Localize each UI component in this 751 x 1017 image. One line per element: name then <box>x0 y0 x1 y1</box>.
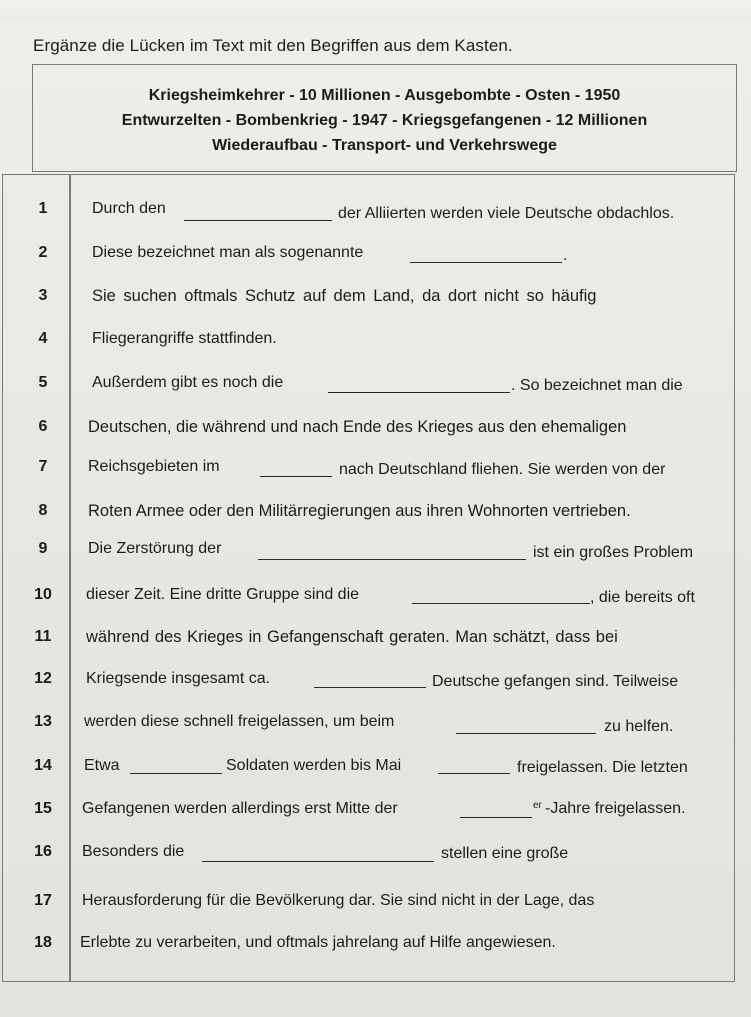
line-text: Etwa <box>84 757 120 774</box>
line-number: 12 <box>34 670 52 687</box>
gap-blank[interactable] <box>130 773 222 774</box>
line-text: stellen eine große <box>441 845 569 862</box>
line-number: 8 <box>38 502 48 519</box>
line-number: 2 <box>38 244 48 261</box>
text-line <box>0 200 740 234</box>
word-box-line-1: Kriegsheimkehrer - 10 Millionen - Ausgebombte - Osten - 1950 <box>148 87 621 104</box>
top-edge <box>0 0 751 20</box>
text-line <box>0 374 740 408</box>
text-line <box>0 586 740 620</box>
line-text: -Jahre freigelassen. <box>545 800 686 817</box>
word-box-line-2: Entwurzelten - Bombenkrieg - 1947 - Kriegsgefangenen - 12 Millionen <box>121 112 648 129</box>
superscript-er: er <box>533 800 542 811</box>
gap-blank[interactable] <box>184 220 332 221</box>
text-line <box>0 757 740 791</box>
line-text: , die bereits oft <box>590 589 695 606</box>
line-text: Die Zerstörung der <box>88 540 222 557</box>
line-text: der Alliierten werden viele Deutsche obdachlos. <box>338 205 675 222</box>
word-box-line-3: Wiederaufbau - Transport- und Verkehrswege <box>212 137 557 154</box>
line-text: während des Krieges in Gefangenschaft geraten. Man schätzt, dass bei <box>86 628 618 646</box>
line-text: Durch den <box>92 200 166 217</box>
line-text: nach Deutschland fliehen. Sie werden von der <box>339 461 666 478</box>
line-text: Besonders die <box>82 843 185 860</box>
line-number: 17 <box>34 892 52 909</box>
line-text: Fliegerangriffe stattfinden. <box>92 330 277 347</box>
line-text: Sie suchen oftmals Schutz auf dem Land, da dort nicht so häufig <box>92 287 597 305</box>
line-text: Herausforderung für die Bevölkerung dar. Sie sind nicht in der Lage, das <box>82 892 595 909</box>
line-text: Außerdem gibt es noch die <box>92 374 284 391</box>
text-line <box>0 713 740 747</box>
text-line <box>0 628 740 662</box>
gap-blank[interactable] <box>410 262 562 263</box>
text-line <box>0 330 740 364</box>
line-text: Kriegsende insgesamt ca. <box>86 670 271 687</box>
text-line <box>0 934 740 968</box>
line-number: 3 <box>38 287 48 304</box>
text-line <box>0 540 740 574</box>
line-text: Deutschen, die während und nach Ende des Krieges aus den ehemaligen <box>88 418 627 436</box>
gap-blank[interactable] <box>314 687 426 688</box>
text-line <box>0 502 740 536</box>
line-number: 1 <box>38 200 48 217</box>
line-number: 9 <box>38 540 48 557</box>
text-line <box>0 800 740 834</box>
line-text: werden diese schnell freigelassen, um beim <box>84 713 395 730</box>
line-number: 16 <box>34 843 52 860</box>
line-number: 5 <box>38 374 48 391</box>
gap-blank[interactable] <box>412 603 590 604</box>
line-text: dieser Zeit. Eine dritte Gruppe sind die <box>86 586 360 603</box>
text-line <box>0 892 740 926</box>
line-text: Diese bezeichnet man als sogenannte <box>92 244 364 261</box>
line-number: 7 <box>38 458 48 475</box>
text-line <box>0 418 740 452</box>
gap-blank[interactable] <box>258 559 526 560</box>
word-box <box>32 64 737 172</box>
gap-blank[interactable] <box>260 476 332 477</box>
line-text: Erlebte zu verarbeiten, und oftmals jahrelang auf Hilfe angewiesen. <box>80 934 556 951</box>
gap-blank[interactable] <box>460 817 532 818</box>
line-text: . So bezeichnet man die <box>511 377 683 394</box>
gap-blank[interactable] <box>202 861 434 862</box>
line-number: 6 <box>38 418 48 435</box>
line-text: Reichsgebieten im <box>88 458 220 475</box>
line-number: 15 <box>34 800 52 817</box>
line-text: . <box>563 247 568 264</box>
line-text: Roten Armee oder den Militärregierungen aus ihren Wohnorten vertrieben. <box>88 502 631 520</box>
line-text: Deutsche gefangen sind. Teilweise <box>432 673 679 690</box>
text-line <box>0 458 740 492</box>
line-number: 10 <box>34 586 52 603</box>
line-text: zu helfen. <box>604 718 674 735</box>
text-line <box>0 287 740 321</box>
gap-blank[interactable] <box>438 773 510 774</box>
line-number: 13 <box>34 713 52 730</box>
line-text: freigelassen. Die letzten <box>517 759 688 776</box>
line-number: 11 <box>34 628 52 645</box>
line-text: Soldaten werden bis Mai <box>226 757 402 774</box>
line-number: 14 <box>34 757 52 774</box>
line-number: 4 <box>38 330 48 347</box>
gap-blank[interactable] <box>328 392 510 393</box>
line-number: 18 <box>34 934 52 951</box>
text-line <box>0 670 740 704</box>
text-line <box>0 843 740 877</box>
line-text: ist ein großes Problem <box>533 544 694 561</box>
line-text: Gefangenen werden allerdings erst Mitte der <box>82 800 398 817</box>
gap-blank[interactable] <box>456 733 596 734</box>
instruction-text: Ergänze die Lücken im Text mit den Begriffen aus dem Kasten. <box>33 36 513 55</box>
text-line <box>0 244 740 278</box>
